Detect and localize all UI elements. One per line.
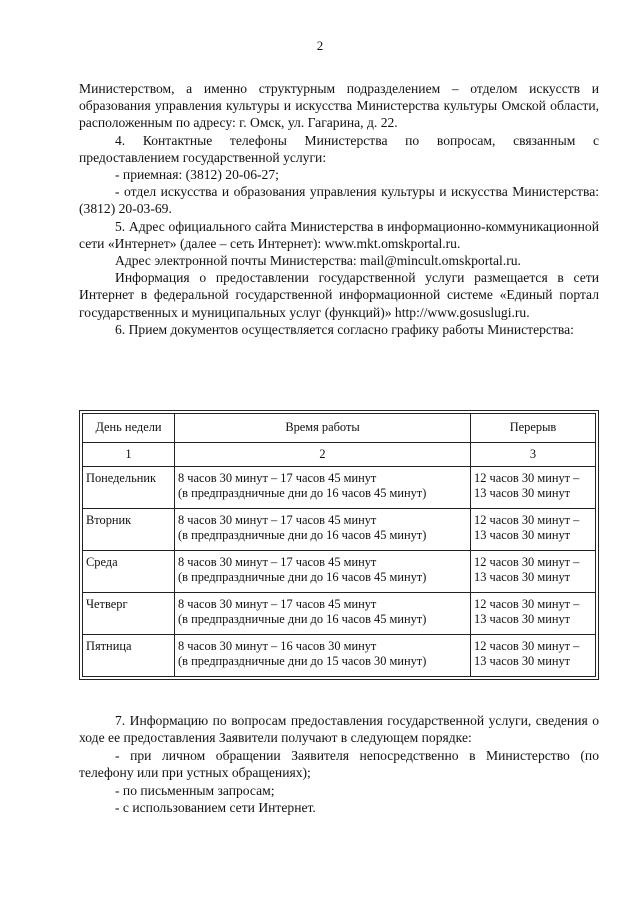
- work-time-line: 8 часов 30 минут – 17 часов 45 минут: [178, 471, 377, 485]
- paragraph-schedule-intro: 6. Прием документов осуществляется согласно графику работы Министерства:: [115, 321, 574, 337]
- work-time-cell: [175, 593, 471, 635]
- column-number: 1: [83, 443, 175, 467]
- break-cell: [471, 593, 596, 635]
- paragraph-department-phone: - отдел искусства и образования управления культуры и искусства Министерства: (3812) 20-03-69.: [79, 184, 599, 217]
- break-end: 13 часов 30 минут: [474, 654, 571, 668]
- break-end: 13 часов 30 минут: [474, 528, 571, 542]
- page-number: 2: [316, 38, 324, 53]
- day-cell: Вторник: [83, 509, 175, 551]
- column-number: 3: [471, 443, 596, 467]
- paragraph-internet: - с использованием сети Интернет.: [115, 800, 316, 816]
- work-time-cell: [175, 635, 471, 677]
- break-end: 13 часов 30 минут: [474, 486, 571, 500]
- header-work-time: Время работы: [175, 414, 471, 443]
- body-text-top: [79, 80, 599, 338]
- schedule-table: [82, 413, 596, 677]
- work-time-line: 8 часов 30 минут – 16 часов 30 минут: [178, 639, 377, 653]
- work-time-holiday-line: (в предпраздничные дни до 16 часов 45 минут): [178, 528, 427, 542]
- paragraph-contact-phones: 4. Контактные телефоны Министерства по вопросам, связанным с предоставлением государственной услуги:: [79, 132, 599, 165]
- day-cell: Четверг: [83, 593, 175, 635]
- table-row: [83, 467, 596, 509]
- work-time-line: 8 часов 30 минут – 17 часов 45 минут: [178, 597, 377, 611]
- paragraph-portal: Информация о предоставлении государственной услуги размещается в сети Интернет в федеральной государственной информационной системе «Единый портал государственных и муниципальных услуг (функций)» http://www.gosuslugi.ru.: [79, 270, 599, 320]
- column-number: 2: [175, 443, 471, 467]
- work-time-cell: [175, 509, 471, 551]
- break-start: 12 часов 30 минут –: [474, 639, 580, 653]
- header-day: День недели: [83, 414, 175, 443]
- table-row: [83, 593, 596, 635]
- break-cell: [471, 467, 596, 509]
- break-cell: [471, 551, 596, 593]
- break-start: 12 часов 30 минут –: [474, 513, 580, 527]
- work-time-holiday-line: (в предпраздничные дни до 16 часов 45 минут): [178, 612, 427, 626]
- break-start: 12 часов 30 минут –: [474, 471, 580, 485]
- paragraph-website: 5. Адрес официального сайта Министерства в информационно-коммуникационной сети «Интернет» (далее – сеть Интернет): www.mkt.omskportal.ru.: [79, 218, 599, 251]
- table-header-row: [83, 414, 596, 443]
- header-break: Перерыв: [471, 414, 596, 443]
- break-end: 13 часов 30 минут: [474, 570, 571, 584]
- break-start: 12 часов 30 минут –: [474, 555, 580, 569]
- body-text-bottom: [79, 712, 599, 816]
- paragraph-email: Адрес электронной почты Министерства: mail@mincult.omskportal.ru.: [115, 253, 521, 269]
- work-time-holiday-line: (в предпраздничные дни до 16 часов 45 минут): [178, 486, 427, 500]
- work-time-cell: [175, 467, 471, 509]
- paragraph-continuation: Министерством, а именно структурным подразделением – отделом искусств и образования управления культуры и искусства Министерства культуры Омской области, расположенным по адресу: г. Омск, ул. Гагарина, д. 22.: [79, 81, 599, 131]
- paragraph-written-requests: - по письменным запросам;: [115, 782, 275, 798]
- work-time-cell: [175, 551, 471, 593]
- paragraph-information-order: 7. Информацию по вопросам предоставления государственной услуги, сведения о ходе ее предоставления Заявители получают в следующем порядке:: [79, 713, 599, 746]
- work-time-line: 8 часов 30 минут – 17 часов 45 минут: [178, 555, 377, 569]
- paragraph-personal-appeal: - при личном обращении Заявителя непосредственно в Министерство (по телефону или при устных обращениях);: [79, 747, 599, 781]
- schedule-table-frame: [79, 410, 599, 680]
- day-cell: Среда: [83, 551, 175, 593]
- day-cell: Пятница: [83, 635, 175, 677]
- day-cell: Понедельник: [83, 467, 175, 509]
- break-end: 13 часов 30 минут: [474, 612, 571, 626]
- work-time-holiday-line: (в предпраздничные дни до 16 часов 45 минут): [178, 570, 427, 584]
- paragraph-reception-phone: - приемная: (3812) 20-06-27;: [115, 167, 279, 183]
- work-time-line: 8 часов 30 минут – 17 часов 45 минут: [178, 513, 377, 527]
- break-start: 12 часов 30 минут –: [474, 597, 580, 611]
- table-row: [83, 635, 596, 677]
- break-cell: [471, 635, 596, 677]
- table-row: [83, 551, 596, 593]
- table-column-number-row: [83, 443, 596, 467]
- work-time-holiday-line: (в предпраздничные дни до 15 часов 30 минут): [178, 654, 427, 668]
- break-cell: [471, 509, 596, 551]
- table-row: [83, 509, 596, 551]
